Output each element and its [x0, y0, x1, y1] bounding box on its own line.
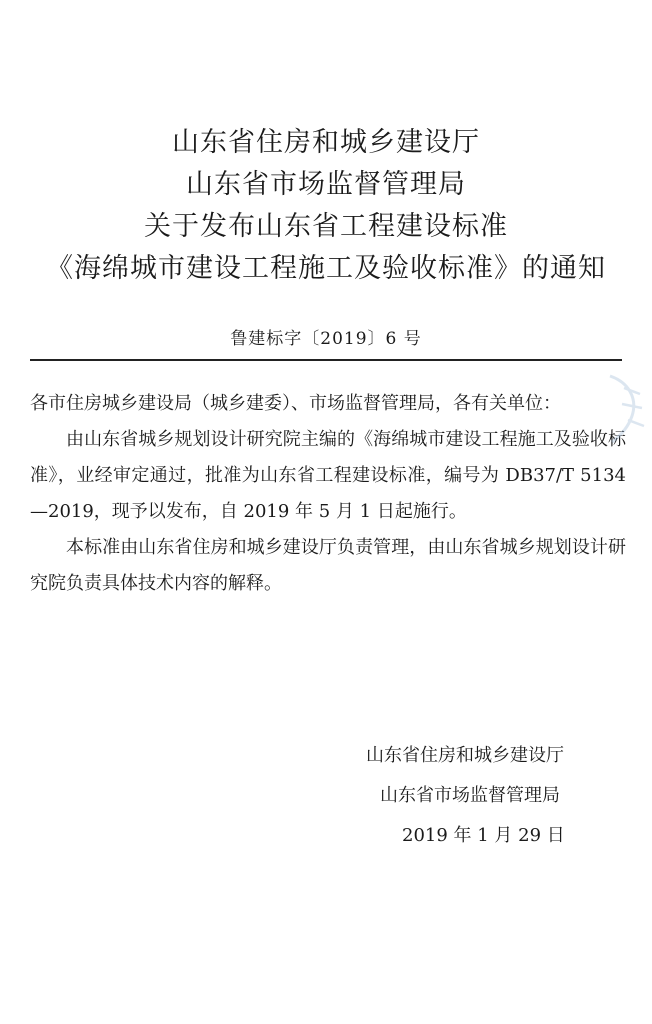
salutation: 各市住房城乡建设局（城乡建委）、市场监督管理局，各有关单位：	[30, 393, 561, 414]
title-line-4: 《海绵城市建设工程施工及验收标准》的通知	[46, 253, 606, 284]
body-paragraph-2: 本标准由山东省住房和城乡建设厅负责管理，由山东省城乡规划设计研究院负责具体技术内容的解释。	[30, 537, 626, 594]
issuing-org-1: 山东省住房和城乡建设厅	[366, 745, 564, 766]
watermark-stamp-icon	[598, 368, 648, 448]
issuing-org-2: 山东省市场监督管理局	[380, 785, 560, 806]
body-paragraph-1: 由山东省城乡规划设计研究院主编的《海绵城市建设工程施工及验收标准》，业经审定通过，批准为山东省工程建设标准，编号为 DB37/T 5134—2019，现予以发布，自 2019 年 5 月 1 日起施行。	[30, 429, 626, 522]
title-line-3: 关于发布山东省工程建设标准	[144, 211, 508, 242]
notice-body	[30, 386, 626, 602]
issue-date: 2019 年 1 月 29 日	[402, 825, 565, 846]
signature-block	[330, 736, 630, 856]
notice-title	[0, 122, 652, 290]
header-divider	[30, 359, 622, 361]
title-line-2: 山东省市场监督管理局	[186, 169, 466, 200]
title-line-1: 山东省住房和城乡建设厅	[172, 127, 480, 158]
document-number: 鲁建标字〔2019〕6 号	[230, 329, 422, 349]
